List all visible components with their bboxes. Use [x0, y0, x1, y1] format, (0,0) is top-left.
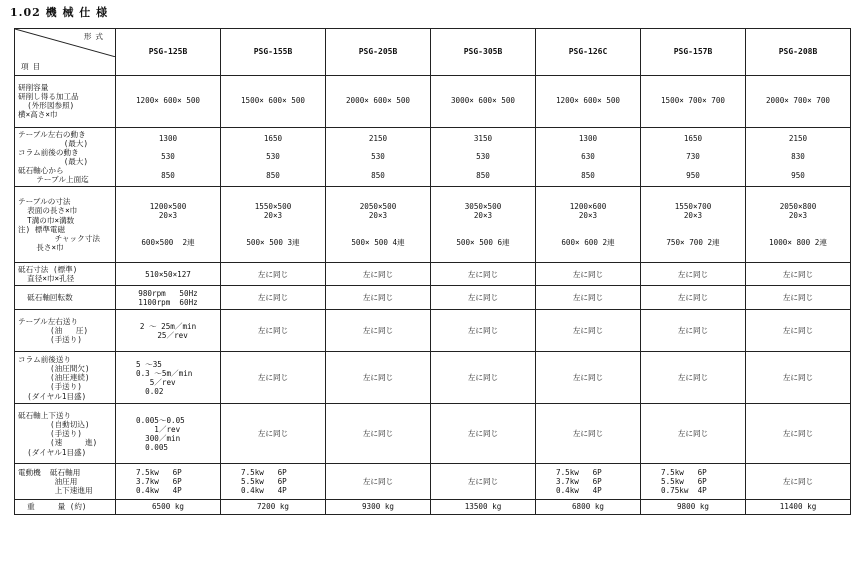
cell: 左に同じ [431, 352, 536, 404]
row-label: 砥石軸上下送り (自動切込) (手送り) (速 進) (ダイヤル1目盛) [15, 404, 116, 464]
cell: 3050×500 20×3 500× 500 6連 [431, 187, 536, 263]
model-header: PSG-208B [746, 29, 851, 76]
cell: 1200×500 20×3 600×500 2連 [116, 187, 221, 263]
cell: 1550×500 20×3 500× 500 3連 [221, 187, 326, 263]
cell: 左に同じ [221, 286, 326, 310]
cell: 左に同じ [641, 404, 746, 464]
spec-row-motors [15, 464, 851, 500]
cell: 1500× 700× 700 [641, 75, 746, 127]
corner-type-label: 形式 [83, 32, 107, 41]
cell: 0.005～0.05 1／rev 300／min 0.005 [116, 404, 221, 464]
cell: 1300 630 850 [536, 127, 641, 187]
cell: 6500 kg [116, 500, 221, 514]
cell: 左に同じ [221, 404, 326, 464]
spec-table [14, 28, 851, 515]
cell: 7200 kg [221, 500, 326, 514]
cell: 左に同じ [431, 404, 536, 464]
cell: 1200× 600× 500 [536, 75, 641, 127]
header-corner-cell [15, 29, 116, 76]
cell: 9800 kg [641, 500, 746, 514]
model-header: PSG-205B [326, 29, 431, 76]
cell: 2050×500 20×3 500× 500 4連 [326, 187, 431, 263]
cell: 2000× 600× 500 [326, 75, 431, 127]
cell: 1650 530 850 [221, 127, 326, 187]
model-header: PSG-125B [116, 29, 221, 76]
cell: 左に同じ [431, 286, 536, 310]
cell: 1200× 600× 500 [116, 75, 221, 127]
cell: 510×50×127 [116, 263, 221, 286]
model-header: PSG-155B [221, 29, 326, 76]
row-label: 電動機 砥石軸用 油圧用 上下速進用 [15, 464, 116, 500]
header-row [15, 29, 851, 76]
cell: 13500 kg [431, 500, 536, 514]
cell: 11400 kg [746, 500, 851, 514]
cell: 1300 530 850 [116, 127, 221, 187]
cell: 左に同じ [536, 352, 641, 404]
row-label: テーブル左右の動き (最大) コラム前後の動き (最大) 砥石軸心から テーブル上面迄 [15, 127, 116, 187]
cell: 2150 830 950 [746, 127, 851, 187]
cell: 左に同じ [326, 464, 431, 500]
spec-row-capacity [15, 75, 851, 127]
cell: 左に同じ [431, 263, 536, 286]
cell: 左に同じ [326, 310, 431, 352]
cell: 1550×700 20×3 750× 700 2連 [641, 187, 746, 263]
cell: 左に同じ [746, 286, 851, 310]
spec-row-vertical-feed [15, 404, 851, 464]
cell: 2 ～ 25m／min 25／rev [116, 310, 221, 352]
row-label: 砥石軸回転数 [15, 286, 116, 310]
cell: 左に同じ [746, 404, 851, 464]
cell: 左に同じ [431, 464, 536, 500]
cell: 7.5kw 6P 3.7kw 6P 0.4kw 4P [536, 464, 641, 500]
cell: 2000× 700× 700 [746, 75, 851, 127]
cell: 9300 kg [326, 500, 431, 514]
spec-row-wheel-size [15, 263, 851, 286]
cell: 左に同じ [746, 352, 851, 404]
cell: 3150 530 850 [431, 127, 536, 187]
cell: 6800 kg [536, 500, 641, 514]
cell: 2050×800 20×3 1000× 800 2連 [746, 187, 851, 263]
row-label: コラム前後送り (油圧間欠) (油圧連続) (手送り) (ダイヤル1目盛) [15, 352, 116, 404]
cell: 5 ～35 0.3 ～5m／min 5／rev 0.02 [116, 352, 221, 404]
cell: 左に同じ [326, 404, 431, 464]
page-heading: 1.02 機 械 仕 様 [10, 6, 109, 19]
cell: 左に同じ [641, 310, 746, 352]
cell: 左に同じ [221, 310, 326, 352]
cell: 左に同じ [326, 352, 431, 404]
cell: 1650 730 950 [641, 127, 746, 187]
cell: 左に同じ [536, 404, 641, 464]
cell: 左に同じ [431, 310, 536, 352]
cell: 左に同じ [536, 263, 641, 286]
spec-row-spindle-speed [15, 286, 851, 310]
cell: 左に同じ [641, 263, 746, 286]
cell: 2150 530 850 [326, 127, 431, 187]
cell: 1500× 600× 500 [221, 75, 326, 127]
cell: 左に同じ [746, 263, 851, 286]
corner-item-label: 項目 [21, 62, 45, 72]
row-label: 重 量 (約) [15, 500, 116, 514]
spec-row-table-feed [15, 310, 851, 352]
cell: 左に同じ [746, 464, 851, 500]
cell: 7.5kw 6P 5.5kw 6P 0.75kw 4P [641, 464, 746, 500]
cell: 左に同じ [326, 263, 431, 286]
cell: 980rpm 50Hz 1100rpm 60Hz [116, 286, 221, 310]
model-header: PSG-157B [641, 29, 746, 76]
row-label: テーブル左右送り (油 圧) (手送り) [15, 310, 116, 352]
cell: 3000× 600× 500 [431, 75, 536, 127]
spec-row-column-feed [15, 352, 851, 404]
model-header: PSG-305B [431, 29, 536, 76]
cell: 左に同じ [746, 310, 851, 352]
spec-row-table-size [15, 187, 851, 263]
row-label: テーブルの寸法 表面の長さ×巾 T溝の巾×溝数 注) 標準電磁 チャック寸法 長さ×巾 [15, 187, 116, 263]
cell: 左に同じ [536, 310, 641, 352]
row-label: 研削容量 研削し得る加工品 (外形図参照) 横×高さ×巾 [15, 75, 116, 127]
model-header: PSG-126C [536, 29, 641, 76]
cell: 7.5kw 6P 3.7kw 6P 0.4kw 4P [116, 464, 221, 500]
cell: 左に同じ [221, 352, 326, 404]
cell: 左に同じ [641, 352, 746, 404]
spec-row-weight [15, 500, 851, 514]
cell: 左に同じ [536, 286, 641, 310]
cell: 左に同じ [326, 286, 431, 310]
cell: 7.5kw 6P 5.5kw 6P 0.4kw 4P [221, 464, 326, 500]
spec-row-travel [15, 127, 851, 187]
row-label: 砥石寸法 (標準) 直径×巾×孔径 [15, 263, 116, 286]
cell: 左に同じ [221, 263, 326, 286]
cell: 1200×600 20×3 600× 600 2連 [536, 187, 641, 263]
cell: 左に同じ [641, 286, 746, 310]
